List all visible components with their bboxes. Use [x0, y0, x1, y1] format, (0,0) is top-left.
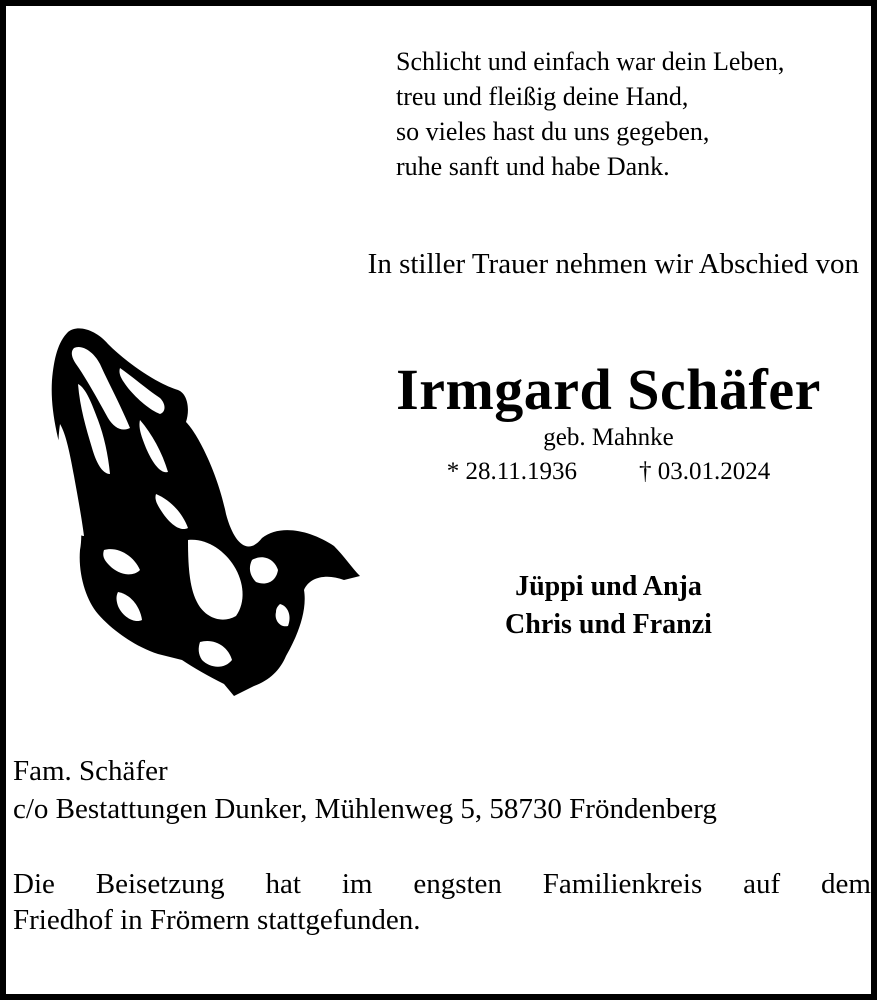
burial-note [13, 866, 871, 938]
mourners [371, 568, 846, 644]
poem-line: treu und fleißig deine Hand, [396, 82, 689, 111]
poem-line: Schlicht und einfach war dein Leben, [396, 47, 785, 76]
poem [396, 44, 784, 184]
intro-text: In stiller Trauer nehmen wir Abschied von [367, 248, 859, 280]
poem-line: ruhe sanft und habe Dank. [396, 152, 670, 181]
mourner-line: Chris und Franzi [505, 609, 712, 640]
deceased-name: Irmgard Schäfer [396, 357, 821, 422]
mourner-line: Jüppi und Anja [515, 571, 702, 602]
contact-street: c/o Bestattungen Dunker, Mühlenweg 5, 58730 Fröndenberg [13, 793, 717, 825]
life-dates [371, 458, 846, 486]
birth-date: * 28.11.1936 [446, 458, 578, 485]
contact-address [13, 752, 861, 828]
maiden-name: geb. Mahnke [543, 424, 674, 451]
contact-name: Fam. Schäfer [13, 755, 168, 787]
death-date: † 03.01.2024 [639, 458, 771, 485]
burial-line: Die Beisetzung hat im engsten Familienkreis auf dem [13, 868, 871, 900]
poem-line: so vieles hast du uns gegeben, [396, 117, 710, 146]
praying-hands-icon [48, 324, 360, 702]
burial-line: Friedhof in Frömern stattgefunden. [13, 904, 421, 936]
